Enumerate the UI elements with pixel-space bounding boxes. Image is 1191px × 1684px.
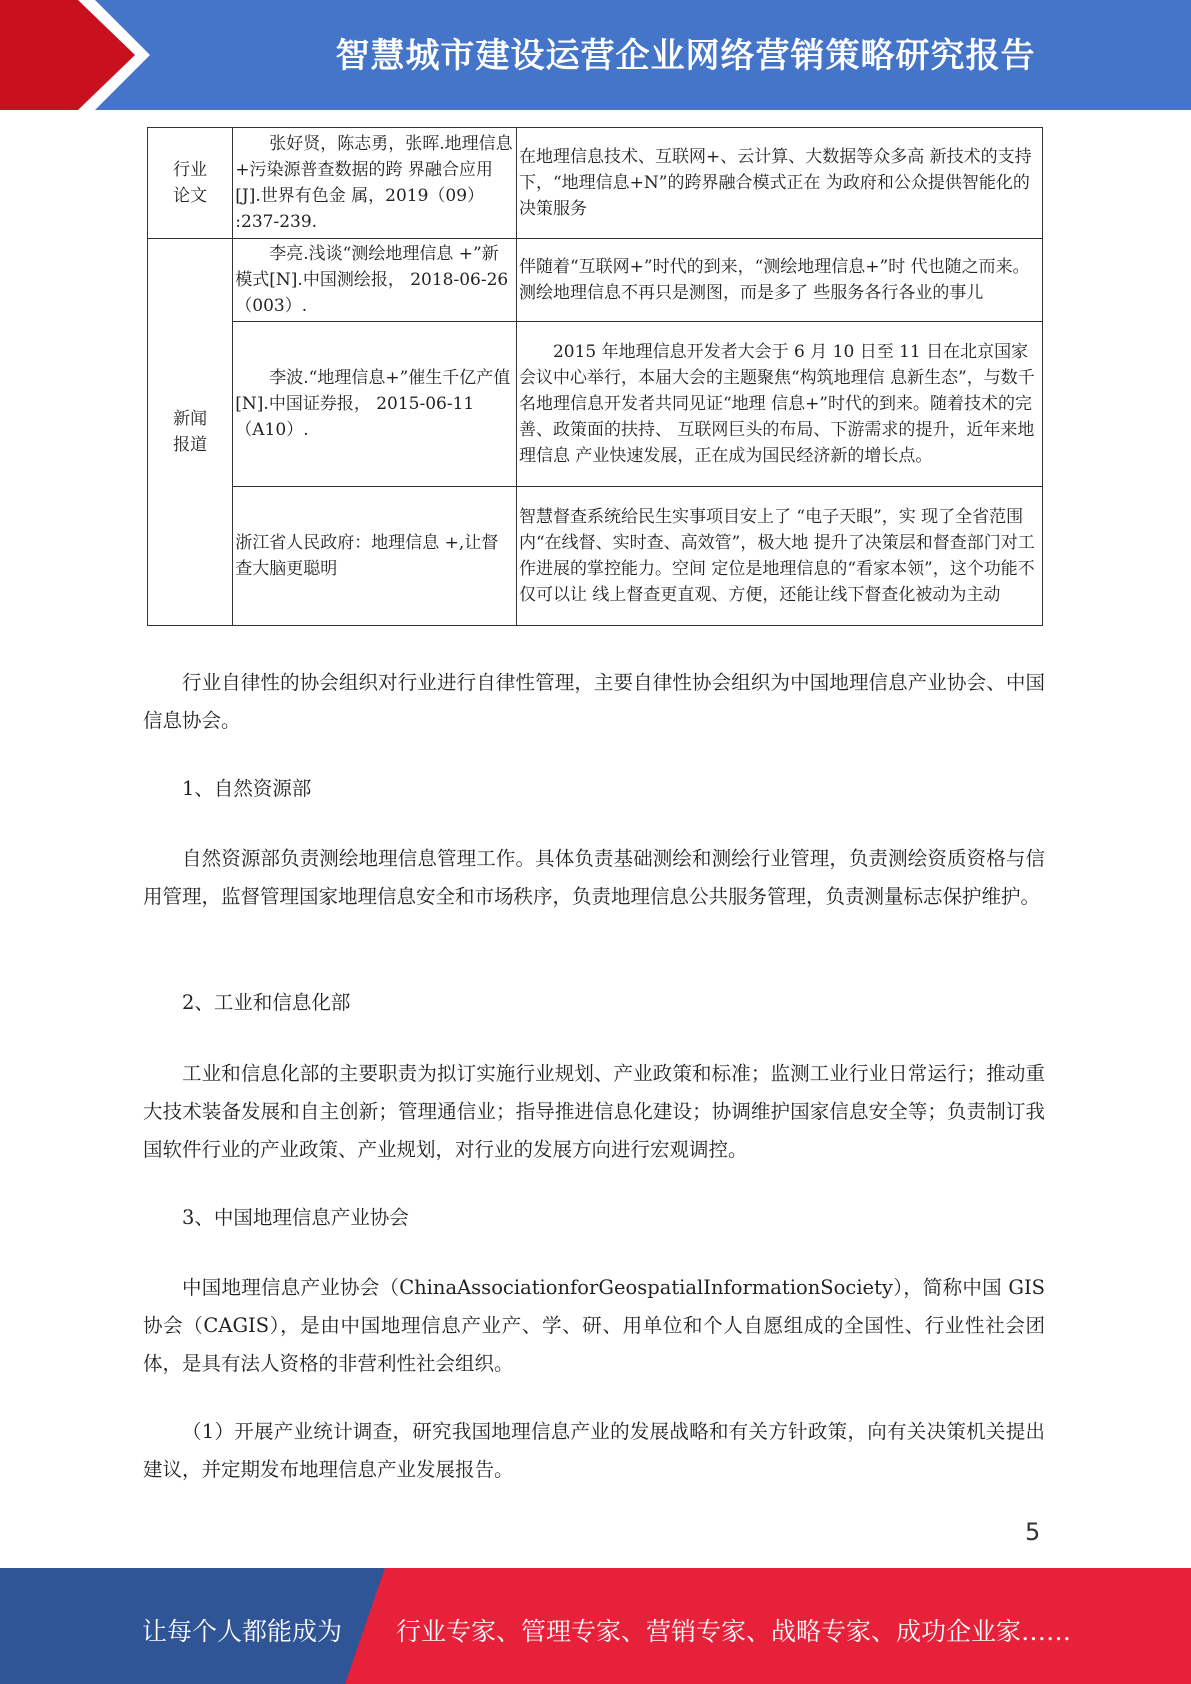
table-row <box>148 239 1043 322</box>
paragraph: （1）开展产业统计调查，研究我国地理信息产业的发展战略和有关方针政策，向有关决策机关提出建议，并定期发布地理信息产业发展报告。 <box>143 1420 1045 1481</box>
paragraph: 工业和信息化部的主要职责为拟订实施行业规划、产业政策和标准；监测工业行业日常运行；推动重大技术装备发展和自主创新；管理通信业；指导推进信息化建设；协调维护国家信息安全等；负责制订我国软件行业的产业政策、产业规划，对行业的发展方向进行宏观调控。 <box>143 1062 1045 1161</box>
category-cell <box>148 239 233 626</box>
section-heading: 1、自然资源部 <box>182 777 312 800</box>
footer-slogan-right: 行业专家、管理专家、营销专家、战略专家、成功企业家…… <box>396 1617 1072 1646</box>
references-table <box>147 127 1043 626</box>
report-title: 智慧城市建设运营企业网络营销策略研究报告 <box>335 36 1036 76</box>
table-row <box>148 128 1043 239</box>
description-cell: 在地理信息技术、互联网+、云计算、大数据等众多高 新技术的支持下，“地理信息+N”的跨界融合模式正在 为政府和公众提供智能化的决策服务 <box>516 128 1042 239</box>
paragraph: 行业自律性的协会组织对行业进行自律性管理，主要自律性协会组织为中国地理信息产业协会、中国信息协会。 <box>143 671 1045 732</box>
source-cell: 浙江省人民政府：地理信息 +,让督查大脑更聪明 <box>233 487 517 626</box>
description-cell: 伴随着“互联网+”时代的到来，“测绘地理信息+”时 代也随之而来。测绘地理信息不再只是测图，而是多了 些服务各行各业的事儿 <box>516 239 1042 322</box>
description-cell: 2015 年地理信息开发者大会于 6 月 10 日至 11 日在北京国家会议中心举行，本届大会的主题聚焦“构筑地理信 息新生态”，与数千名地理信息开发者共同见证“地理 信息+”时代的到来。随着技术的完善、政策面的扶持、 互联网巨头的布局、下游需求的提升，近年来地理信息 产业快速发展，正在成为国民经济新的增长点。 <box>516 322 1042 487</box>
footer-slogan-left: 让每个人都能成为 <box>142 1617 343 1646</box>
section-heading: 2、工业和信息化部 <box>182 991 351 1014</box>
category-label: 行业 论文 <box>173 160 208 206</box>
table-row <box>148 322 1043 487</box>
category-label: 新闻 报道 <box>173 409 208 455</box>
page-footer <box>0 1568 1191 1684</box>
table-row <box>148 487 1043 626</box>
paragraph: 中国地理信息产业协会（ChinaAssociationforGeospatialInformationSociety），简称中国 GIS 协会（CAGIS），是由中国地理信息产业产、学、研、用单位和个人自愿组成的全国性、行业性社会团体，是具有法人资格的非营利性社会组织。 <box>143 1276 1045 1375</box>
section-heading: 3、中国地理信息产业协会 <box>182 1206 409 1229</box>
page-header <box>0 0 1191 110</box>
source-cell: 李波.“地理信息+”催生千亿产值[N].中国证券报， 2015-06-11（A10）. <box>233 322 517 487</box>
source-cell: 李亮.浅谈“测绘地理信息 +”新模式[N].中国测绘报， 2018-06-26 （003）. <box>233 239 517 322</box>
description-cell: 智慧督查系统给民生实事项目安上了 “电子天眼”，实 现了全省范围内“在线督、实时查、高效管”，极大地 提升了决策层和督查部门对工作进展的掌控能力。空间 定位是地理信息的“看家本领”，这个功能不仅可以让 线上督查更直观、方便，还能让线下督查化被动为主动 <box>516 487 1042 626</box>
category-cell <box>148 128 233 239</box>
page-number: 5 <box>1025 1518 1041 1546</box>
header-arrow-decoration <box>0 0 150 110</box>
paragraph: 自然资源部负责测绘地理信息管理工作。具体负责基础测绘和测绘行业管理，负责测绘资质资格与信用管理，监督管理国家地理信息安全和市场秩序，负责地理信息公共服务管理，负责测量标志保护维护。 <box>143 847 1045 908</box>
source-cell: 张好贤，陈志勇，张晖.地理信息+污染源普查数据的跨 界融合应用[J].世界有色金 属，2019（09） :237-239. <box>233 128 517 239</box>
